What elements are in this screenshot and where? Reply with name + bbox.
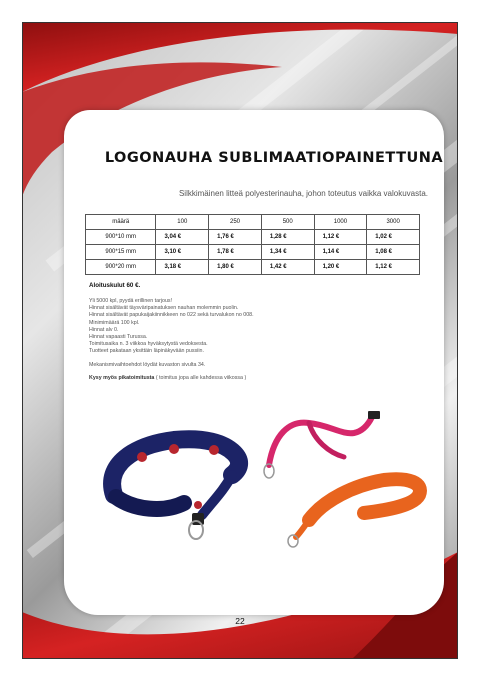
mechanism-note: Mekanismivaihtoehdot löydät kuvaston sivulta 34.: [89, 361, 206, 368]
page-number: 22: [235, 616, 245, 626]
column-header: 1000: [314, 215, 367, 230]
price-cell: 1,14 €: [314, 245, 367, 260]
size-cell: 900*20 mm: [86, 260, 156, 275]
price-table: [85, 214, 420, 275]
start-cost-heading: Aloituskulut 60 €.: [89, 282, 141, 289]
table-row: [86, 260, 420, 275]
terms-line: Hinnat sisältävät papukaijakiinnikkeen no 022 sekä turvalukon no 008.: [89, 312, 254, 319]
terms-line: Minimimäärä 100 kpl.: [89, 319, 140, 326]
column-header: 500: [261, 215, 314, 230]
terms-line: Yli 5000 kpl, pyydä erillinen tarjous!: [89, 298, 173, 304]
express-delivery-detail: ( toimitus jopa alle kahdessa viikossa ): [154, 374, 247, 381]
orange-lanyard-image: [288, 479, 420, 547]
price-cell: 3,04 €: [156, 230, 209, 245]
product-description: Silkkimäinen litteä polyesterinauha, johon toteutus vaikka valokuvasta.: [178, 189, 428, 198]
terms-line: Tuotteet pakataan yksittäin läpinäkyvään pussiin.: [89, 348, 204, 355]
terms-line: Hinnat sisältävät täysväripainatuksen nauhan molemmin puolin.: [89, 305, 239, 312]
page-title: LOGONAUHA SUBLIMAATIOPAINETTUNA: [104, 150, 444, 166]
price-cell: 1,12 €: [314, 230, 367, 245]
terms-line: Toimitusaika n. 3 viikkoa hyväksytystä vedoksesta.: [89, 341, 208, 348]
size-cell: 900*15 mm: [86, 245, 156, 260]
express-delivery-label: Kysy myös pikatoimitusta: [89, 374, 155, 381]
column-header: 100: [156, 215, 209, 230]
price-cell: 1,80 €: [209, 260, 262, 275]
column-header: määrä: [86, 215, 156, 230]
table-row: [86, 245, 420, 260]
price-cell: 1,78 €: [209, 245, 262, 260]
price-cell: 1,34 €: [261, 245, 314, 260]
column-header: 3000: [367, 215, 420, 230]
price-cell: 1,42 €: [261, 260, 314, 275]
terms-line: Hinnat vapaasti Turussa.: [89, 334, 148, 341]
terms-section: [89, 282, 419, 382]
column-header: 250: [209, 215, 262, 230]
pink-lanyard-image: [264, 411, 380, 478]
size-cell: 900*10 mm: [86, 230, 156, 245]
table-row: [86, 230, 420, 245]
page-background: [22, 22, 458, 659]
navy-lanyard-image: [112, 439, 239, 539]
price-cell: 1,02 €: [367, 230, 420, 245]
lanyard-photos: [64, 405, 444, 565]
price-cell: 1,08 €: [367, 245, 420, 260]
price-cell: 3,10 €: [156, 245, 209, 260]
content-card: [64, 110, 444, 615]
terms-line: Hinnat alv 0.: [89, 326, 119, 333]
price-cell: 3,18 €: [156, 260, 209, 275]
price-cell: 1,12 €: [367, 260, 420, 275]
price-cell: 1,28 €: [261, 230, 314, 245]
express-delivery-note: [89, 375, 419, 382]
table-header-row: [86, 215, 420, 230]
price-cell: 1,76 €: [209, 230, 262, 245]
price-cell: 1,20 €: [314, 260, 367, 275]
